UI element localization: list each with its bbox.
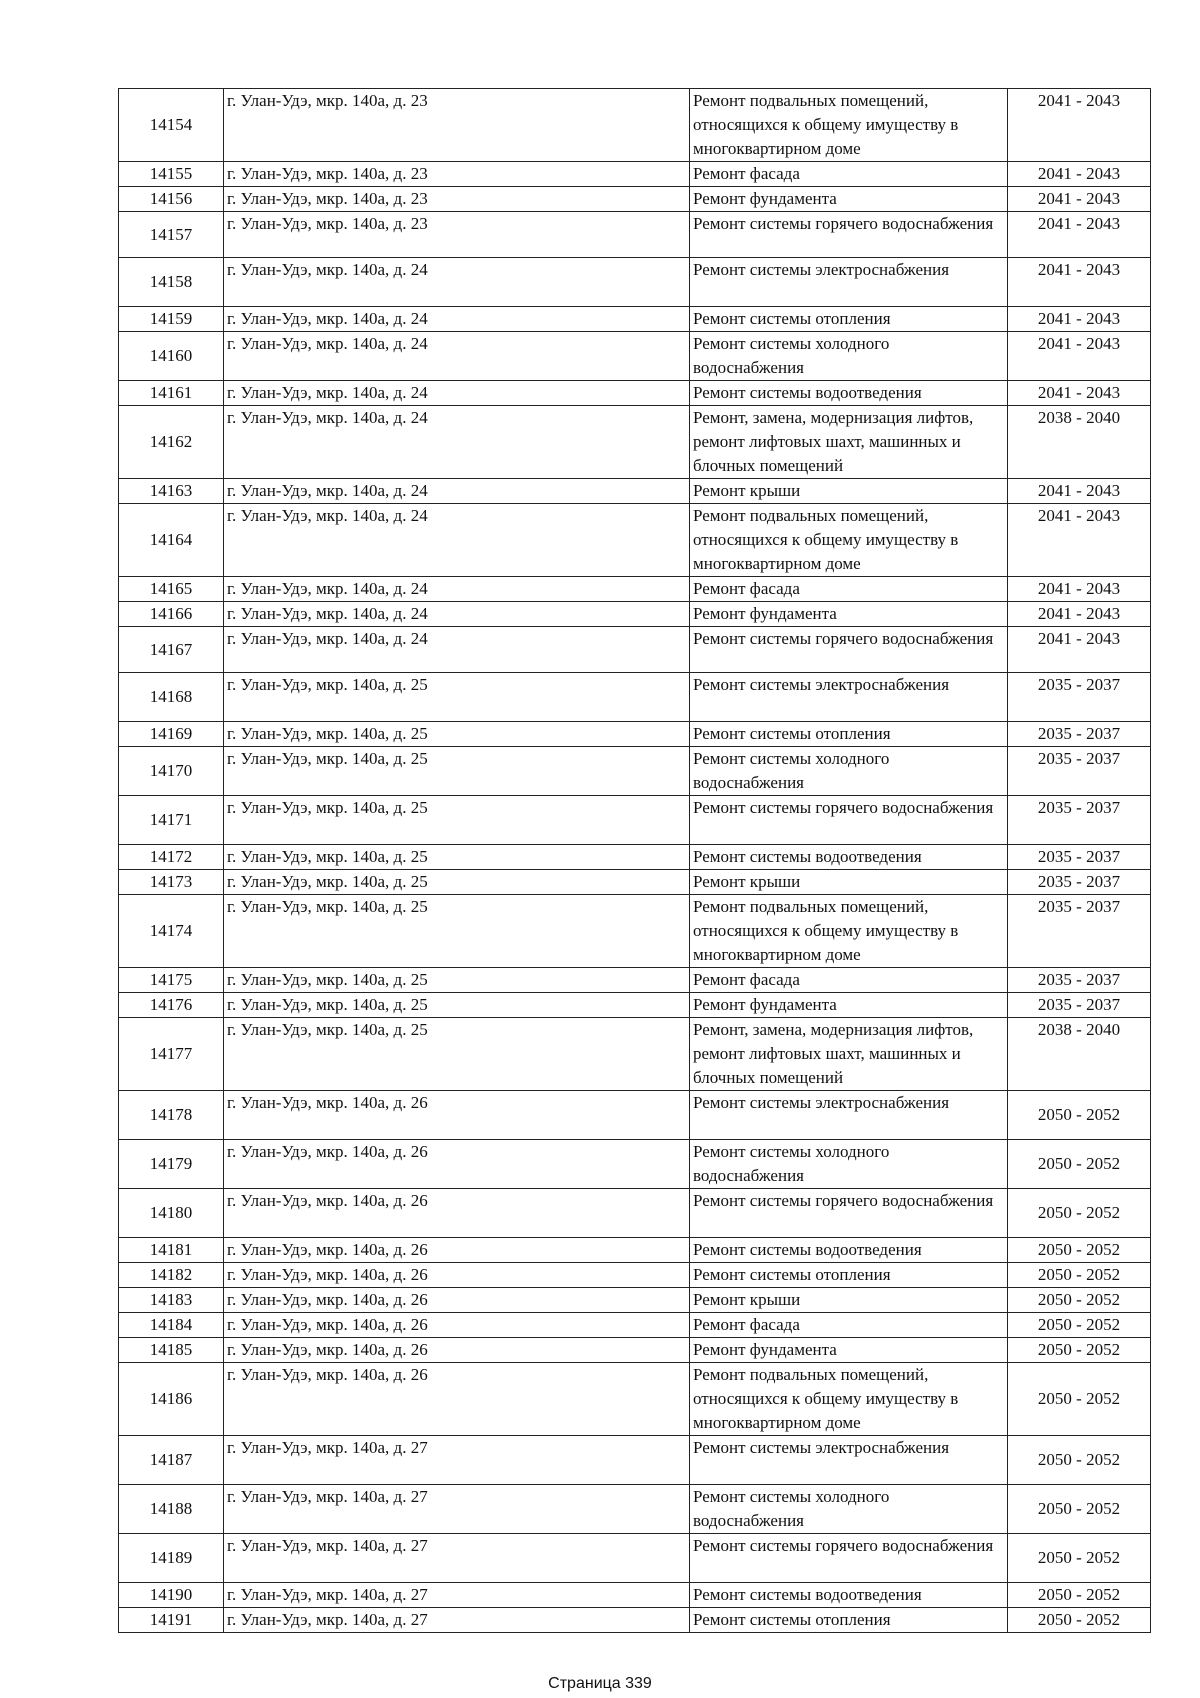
row-address: г. Улан-Удэ, мкр. 140а, д. 27 (224, 1534, 690, 1583)
row-address: г. Улан-Удэ, мкр. 140а, д. 25 (224, 722, 690, 747)
table-row (119, 1018, 1151, 1091)
row-number: 14184 (119, 1313, 224, 1338)
table-body (119, 89, 1151, 1633)
row-number: 14167 (119, 627, 224, 673)
row-number: 14165 (119, 577, 224, 602)
table-row (119, 1534, 1151, 1583)
row-address: г. Улан-Удэ, мкр. 140а, д. 27 (224, 1608, 690, 1633)
table-row (119, 89, 1151, 162)
row-address: г. Улан-Удэ, мкр. 140а, д. 25 (224, 968, 690, 993)
table-row (119, 504, 1151, 577)
row-work-type: Ремонт системы отопления (690, 1608, 1008, 1633)
table-row (119, 968, 1151, 993)
row-number: 14155 (119, 162, 224, 187)
table-row (119, 845, 1151, 870)
row-work-type: Ремонт системы холодного водоснабжения (690, 332, 1008, 381)
row-period: 2035 - 2037 (1008, 845, 1151, 870)
row-work-type: Ремонт системы горячего водоснабжения (690, 1534, 1008, 1583)
row-work-type: Ремонт, замена, модернизация лифтов, ремонт лифтовых шахт, машинных и блочных помещений (690, 1018, 1008, 1091)
row-period: 2050 - 2052 (1008, 1485, 1151, 1534)
row-number: 14172 (119, 845, 224, 870)
table-row (119, 1338, 1151, 1363)
table-row (119, 381, 1151, 406)
row-address: г. Улан-Удэ, мкр. 140а, д. 26 (224, 1263, 690, 1288)
table-row (119, 1436, 1151, 1485)
row-address: г. Улан-Удэ, мкр. 140а, д. 26 (224, 1313, 690, 1338)
row-work-type: Ремонт фасада (690, 1313, 1008, 1338)
row-number: 14179 (119, 1140, 224, 1189)
row-number: 14178 (119, 1091, 224, 1140)
table-row (119, 796, 1151, 845)
row-period: 2050 - 2052 (1008, 1189, 1151, 1238)
row-number: 14163 (119, 479, 224, 504)
row-address: г. Улан-Удэ, мкр. 140а, д. 26 (224, 1091, 690, 1140)
row-period: 2050 - 2052 (1008, 1091, 1151, 1140)
row-work-type: Ремонт системы холодного водоснабжения (690, 1140, 1008, 1189)
row-work-type: Ремонт системы водоотведения (690, 1583, 1008, 1608)
table-row (119, 187, 1151, 212)
row-work-type: Ремонт системы горячего водоснабжения (690, 796, 1008, 845)
row-number: 14183 (119, 1288, 224, 1313)
row-address: г. Улан-Удэ, мкр. 140а, д. 25 (224, 870, 690, 895)
row-address: г. Улан-Удэ, мкр. 140а, д. 26 (224, 1338, 690, 1363)
row-work-type: Ремонт системы горячего водоснабжения (690, 212, 1008, 258)
row-period: 2041 - 2043 (1008, 258, 1151, 307)
row-number: 14181 (119, 1238, 224, 1263)
table-row (119, 1091, 1151, 1140)
row-period: 2041 - 2043 (1008, 332, 1151, 381)
row-work-type: Ремонт подвальных помещений, относящихся к общему имуществу в многоквартирном доме (690, 504, 1008, 577)
row-address: г. Улан-Удэ, мкр. 140а, д. 25 (224, 993, 690, 1018)
row-number: 14159 (119, 307, 224, 332)
row-period: 2050 - 2052 (1008, 1313, 1151, 1338)
row-address: г. Улан-Удэ, мкр. 140а, д. 26 (224, 1238, 690, 1263)
row-number: 14169 (119, 722, 224, 747)
row-period: 2035 - 2037 (1008, 993, 1151, 1018)
row-period: 2041 - 2043 (1008, 307, 1151, 332)
table-row (119, 406, 1151, 479)
row-number: 14174 (119, 895, 224, 968)
row-period: 2050 - 2052 (1008, 1583, 1151, 1608)
row-address: г. Улан-Удэ, мкр. 140а, д. 27 (224, 1436, 690, 1485)
row-work-type: Ремонт системы горячего водоснабжения (690, 627, 1008, 673)
row-number: 14171 (119, 796, 224, 845)
table-row (119, 1363, 1151, 1436)
row-work-type: Ремонт фундамента (690, 1338, 1008, 1363)
row-address: г. Улан-Удэ, мкр. 140а, д. 24 (224, 381, 690, 406)
row-work-type: Ремонт системы электроснабжения (690, 673, 1008, 722)
table-row (119, 1288, 1151, 1313)
row-period: 2035 - 2037 (1008, 895, 1151, 968)
row-period: 2035 - 2037 (1008, 870, 1151, 895)
table-row (119, 627, 1151, 673)
row-period: 2050 - 2052 (1008, 1140, 1151, 1189)
row-work-type: Ремонт фасада (690, 968, 1008, 993)
row-work-type: Ремонт подвальных помещений, относящихся к общему имуществу в многоквартирном доме (690, 895, 1008, 968)
row-number: 14161 (119, 381, 224, 406)
row-number: 14187 (119, 1436, 224, 1485)
row-address: г. Улан-Удэ, мкр. 140а, д. 25 (224, 796, 690, 845)
row-period: 2050 - 2052 (1008, 1608, 1151, 1633)
row-period: 2041 - 2043 (1008, 602, 1151, 627)
row-address: г. Улан-Удэ, мкр. 140а, д. 25 (224, 673, 690, 722)
table-row (119, 577, 1151, 602)
row-work-type: Ремонт крыши (690, 870, 1008, 895)
row-work-type: Ремонт системы отопления (690, 307, 1008, 332)
row-number: 14164 (119, 504, 224, 577)
row-work-type: Ремонт системы отопления (690, 1263, 1008, 1288)
row-period: 2035 - 2037 (1008, 722, 1151, 747)
table-row (119, 1485, 1151, 1534)
row-number: 14180 (119, 1189, 224, 1238)
row-work-type: Ремонт системы холодного водоснабжения (690, 747, 1008, 796)
row-period: 2041 - 2043 (1008, 212, 1151, 258)
row-work-type: Ремонт фундамента (690, 187, 1008, 212)
row-period: 2041 - 2043 (1008, 89, 1151, 162)
row-period: 2038 - 2040 (1008, 406, 1151, 479)
row-number: 14162 (119, 406, 224, 479)
row-address: г. Улан-Удэ, мкр. 140а, д. 24 (224, 479, 690, 504)
row-work-type: Ремонт фундамента (690, 993, 1008, 1018)
row-work-type: Ремонт системы водоотведения (690, 381, 1008, 406)
row-work-type: Ремонт фасада (690, 577, 1008, 602)
row-number: 14191 (119, 1608, 224, 1633)
row-work-type: Ремонт крыши (690, 479, 1008, 504)
row-period: 2035 - 2037 (1008, 796, 1151, 845)
row-address: г. Улан-Удэ, мкр. 140а, д. 25 (224, 845, 690, 870)
row-work-type: Ремонт системы горячего водоснабжения (690, 1189, 1008, 1238)
row-work-type: Ремонт, замена, модернизация лифтов, ремонт лифтовых шахт, машинных и блочных помещений (690, 406, 1008, 479)
row-work-type: Ремонт системы электроснабжения (690, 1436, 1008, 1485)
row-period: 2050 - 2052 (1008, 1288, 1151, 1313)
table-row (119, 1583, 1151, 1608)
row-address: г. Улан-Удэ, мкр. 140а, д. 23 (224, 212, 690, 258)
row-number: 14160 (119, 332, 224, 381)
row-number: 14182 (119, 1263, 224, 1288)
row-number: 14188 (119, 1485, 224, 1534)
row-address: г. Улан-Удэ, мкр. 140а, д. 26 (224, 1140, 690, 1189)
row-work-type: Ремонт подвальных помещений, относящихся к общему имуществу в многоквартирном доме (690, 1363, 1008, 1436)
row-period: 2050 - 2052 (1008, 1238, 1151, 1263)
row-period: 2050 - 2052 (1008, 1363, 1151, 1436)
row-address: г. Улан-Удэ, мкр. 140а, д. 24 (224, 577, 690, 602)
row-address: г. Улан-Удэ, мкр. 140а, д. 27 (224, 1485, 690, 1534)
row-period: 2041 - 2043 (1008, 187, 1151, 212)
row-address: г. Улан-Удэ, мкр. 140а, д. 24 (224, 406, 690, 479)
row-address: г. Улан-Удэ, мкр. 140а, д. 23 (224, 89, 690, 162)
row-period: 2035 - 2037 (1008, 968, 1151, 993)
row-work-type: Ремонт системы отопления (690, 722, 1008, 747)
row-number: 14158 (119, 258, 224, 307)
row-address: г. Улан-Удэ, мкр. 140а, д. 24 (224, 258, 690, 307)
row-address: г. Улан-Удэ, мкр. 140а, д. 26 (224, 1288, 690, 1313)
row-number: 14166 (119, 602, 224, 627)
table-row (119, 212, 1151, 258)
row-number: 14186 (119, 1363, 224, 1436)
row-work-type: Ремонт подвальных помещений, относящихся к общему имуществу в многоквартирном доме (690, 89, 1008, 162)
row-address: г. Улан-Удэ, мкр. 140а, д. 26 (224, 1363, 690, 1436)
row-address: г. Улан-Удэ, мкр. 140а, д. 25 (224, 1018, 690, 1091)
row-work-type: Ремонт крыши (690, 1288, 1008, 1313)
row-address: г. Улан-Удэ, мкр. 140а, д. 24 (224, 307, 690, 332)
row-number: 14156 (119, 187, 224, 212)
table-row (119, 895, 1151, 968)
table-row (119, 1238, 1151, 1263)
row-number: 14176 (119, 993, 224, 1018)
row-period: 2050 - 2052 (1008, 1534, 1151, 1583)
row-address: г. Улан-Удэ, мкр. 140а, д. 24 (224, 332, 690, 381)
table-row (119, 1140, 1151, 1189)
row-work-type: Ремонт системы электроснабжения (690, 258, 1008, 307)
row-address: г. Улан-Удэ, мкр. 140а, д. 24 (224, 627, 690, 673)
row-period: 2035 - 2037 (1008, 673, 1151, 722)
table-row (119, 870, 1151, 895)
row-number: 14177 (119, 1018, 224, 1091)
row-address: г. Улан-Удэ, мкр. 140а, д. 25 (224, 895, 690, 968)
row-address: г. Улан-Удэ, мкр. 140а, д. 27 (224, 1583, 690, 1608)
row-address: г. Улан-Удэ, мкр. 140а, д. 26 (224, 1189, 690, 1238)
row-number: 14185 (119, 1338, 224, 1363)
row-number: 14175 (119, 968, 224, 993)
table-row (119, 307, 1151, 332)
row-period: 2041 - 2043 (1008, 504, 1151, 577)
row-period: 2050 - 2052 (1008, 1263, 1151, 1288)
row-number: 14170 (119, 747, 224, 796)
table-row (119, 1313, 1151, 1338)
table-row (119, 162, 1151, 187)
row-work-type: Ремонт фасада (690, 162, 1008, 187)
row-work-type: Ремонт системы водоотведения (690, 845, 1008, 870)
row-period: 2035 - 2037 (1008, 747, 1151, 796)
row-number: 14157 (119, 212, 224, 258)
table-row (119, 332, 1151, 381)
row-period: 2041 - 2043 (1008, 479, 1151, 504)
row-period: 2041 - 2043 (1008, 577, 1151, 602)
row-period: 2038 - 2040 (1008, 1018, 1151, 1091)
row-address: г. Улан-Удэ, мкр. 140а, д. 23 (224, 187, 690, 212)
row-address: г. Улан-Удэ, мкр. 140а, д. 23 (224, 162, 690, 187)
row-number: 14189 (119, 1534, 224, 1583)
repair-schedule-table (118, 88, 1151, 1633)
table-row (119, 1189, 1151, 1238)
table-row (119, 1263, 1151, 1288)
table-row (119, 602, 1151, 627)
table-row (119, 258, 1151, 307)
row-period: 2041 - 2043 (1008, 381, 1151, 406)
table-row (119, 993, 1151, 1018)
row-address: г. Улан-Удэ, мкр. 140а, д. 25 (224, 747, 690, 796)
row-period: 2041 - 2043 (1008, 162, 1151, 187)
page-number: Страница 339 (548, 1675, 652, 1692)
row-work-type: Ремонт системы холодного водоснабжения (690, 1485, 1008, 1534)
row-number: 14168 (119, 673, 224, 722)
table-row (119, 673, 1151, 722)
row-work-type: Ремонт системы водоотведения (690, 1238, 1008, 1263)
table-row (119, 747, 1151, 796)
row-number: 14173 (119, 870, 224, 895)
row-work-type: Ремонт фундамента (690, 602, 1008, 627)
row-period: 2050 - 2052 (1008, 1338, 1151, 1363)
row-period: 2050 - 2052 (1008, 1436, 1151, 1485)
row-period: 2041 - 2043 (1008, 627, 1151, 673)
row-address: г. Улан-Удэ, мкр. 140а, д. 24 (224, 504, 690, 577)
row-number: 14154 (119, 89, 224, 162)
row-number: 14190 (119, 1583, 224, 1608)
table-row (119, 1608, 1151, 1633)
row-address: г. Улан-Удэ, мкр. 140а, д. 24 (224, 602, 690, 627)
table-row (119, 479, 1151, 504)
row-work-type: Ремонт системы электроснабжения (690, 1091, 1008, 1140)
table-row (119, 722, 1151, 747)
